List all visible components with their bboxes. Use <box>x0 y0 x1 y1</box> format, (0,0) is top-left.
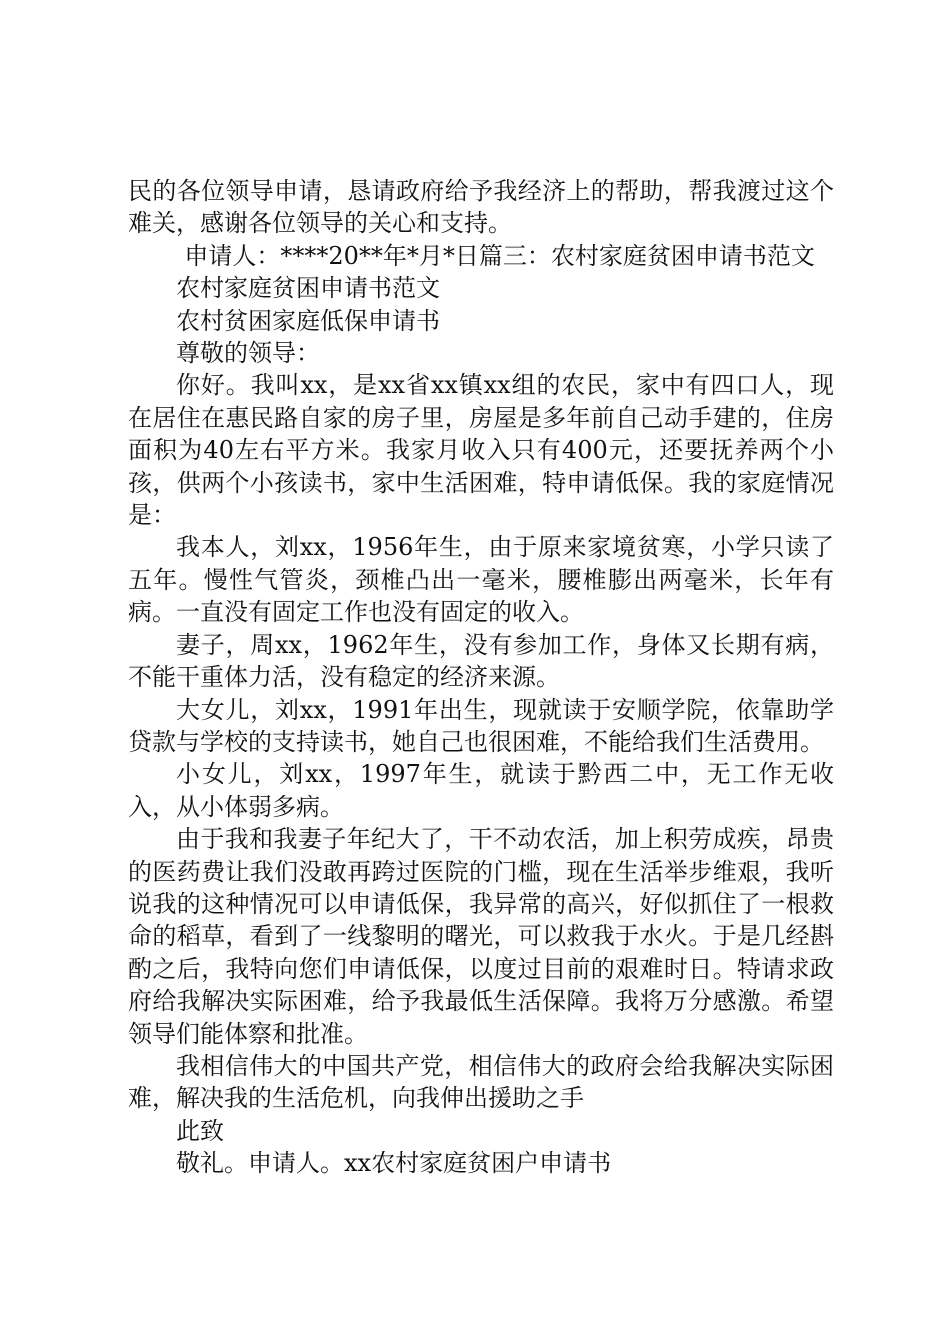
document-body <box>128 175 834 1180</box>
paragraph-introduction: 你好。我叫xx，是xx省xx镇xx组的农民，家中有四口人，现在居住在惠民路自家的房子里，房屋是多年前自己动手建的，住房面积为40左右平方米。我家月收入只有400元，还要抚养两个小孩，供两个小孩读书，家中生活困难，特申请低保。我的家庭情况是： <box>128 371 834 530</box>
paragraph-hardship: 由于我和我妻子年纪大了，干不动农活，加上积劳成疾，昂贵的医药费让我们没敢再跨过医院的门槛，现在生活举步维艰，我听说我的这种情况可以申请低保，我异常的高兴，好似抓住了一根救命的稻草，看到了一线黎明的曙光，可以救我于水火。于是几经斟酌之后，我特向您们申请低保，以度过目前的艰难时日。特请求政府给我解决实际困难，给予我最低生活保障。我将万分感激。希望领导们能体察和批准。 <box>128 825 834 1048</box>
paragraph-applicant-date: 申请人：****20**年*月*日篇三：农村家庭贫困申请书范文 <box>184 241 815 270</box>
paragraph-salutation: 尊敬的领导： <box>176 339 320 368</box>
paragraph-elder-daughter: 大女儿，刘xx，1991年出生，现就读于安顺学院，依靠助学贷款与学校的支持读书，她自己也很困难，不能给我们生活费用。 <box>128 695 834 756</box>
paragraph-heading-subtitle: 农村贫困家庭低保申请书 <box>176 306 440 335</box>
paragraph-younger-daughter: 小女儿，刘xx，1997年生，就读于黔西二中，无工作无收入，从小体弱多病。 <box>128 760 834 821</box>
paragraph-heading-title: 农村家庭贫困申请书范文 <box>176 274 440 303</box>
paragraph-closing-request: 民的各位领导申请，恳请政府给予我经济上的帮助，帮我渡过这个难关，感谢各位领导的关心和支持。 <box>128 177 834 238</box>
paragraph-belief: 我相信伟大的中国共产党，相信伟大的政府会给我解决实际困难，解决我的生活危机，向我伸出援助之手 <box>128 1051 834 1113</box>
paragraph-ci-zhi: 此致 <box>176 1116 224 1145</box>
paragraph-wife: 妻子，周xx，1962年生，没有参加工作，身体又长期有病，不能干重体力活，没有稳定的经济来源。 <box>128 630 834 692</box>
paragraph-self: 我本人，刘xx，1956年生，由于原来家境贫寒，小学只读了五年。慢性气管炎，颈椎凸出一毫米，腰椎膨出两毫米，长年有病。一直没有固定工作也没有固定的收入。 <box>128 533 834 627</box>
paragraph-sign-off: 敬礼。申请人。xx农村家庭贫困户申请书 <box>176 1149 612 1178</box>
